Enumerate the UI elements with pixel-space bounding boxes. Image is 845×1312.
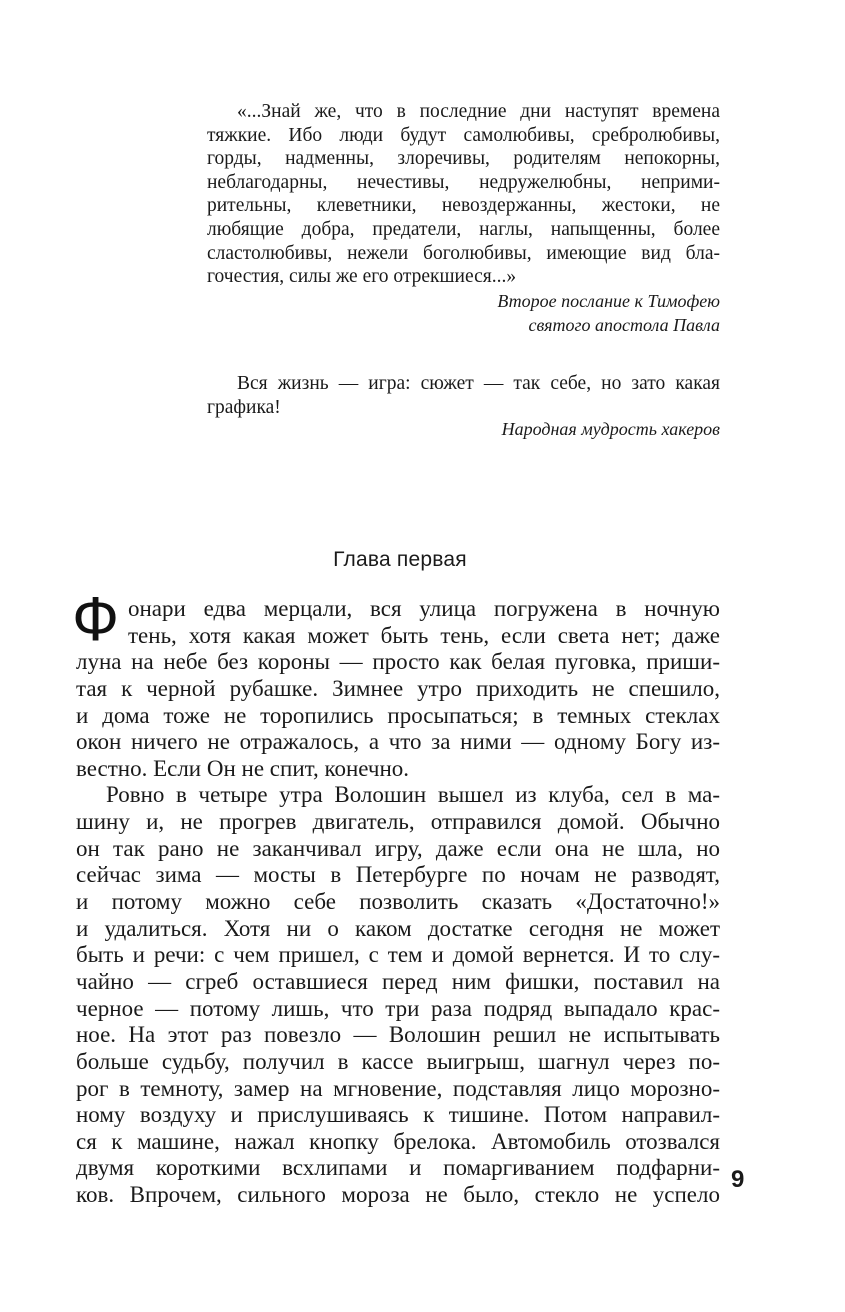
body-line: двумя короткими всхлипами и помаргиванием подфарни- bbox=[76, 1155, 720, 1181]
attribution-line: святого апостола Павла bbox=[528, 315, 720, 335]
body-line: и дома тоже не торопились просыпаться; в темных стеклах bbox=[76, 702, 720, 728]
epigraph-line: сластолюбивы, нежели боголюбивы, имеющие вид бла- bbox=[207, 242, 720, 264]
body-line: Ровно в четыре утра Волошин вышел из клуба, сел в ма- bbox=[106, 782, 720, 808]
epigraph-attribution bbox=[207, 289, 720, 337]
epigraph-attribution bbox=[207, 417, 720, 441]
body-line: окон ничего не отражалось, а что за ними — одному Богу из- bbox=[76, 729, 720, 755]
body-line: быть и речи: с чем пришел, с тем и домой вернется. И то слу- bbox=[76, 942, 720, 968]
body-line: ков. Впрочем, сильного мороза не было, стекло не успело bbox=[76, 1182, 720, 1208]
body-line: луна на небе без короны — просто как белая пуговка, приши- bbox=[76, 649, 720, 675]
attribution-line: Второе послание к Тимофею bbox=[497, 291, 720, 311]
epigraph-line: Вся жизнь — игра: сюжет — так себе, но зато какая bbox=[237, 373, 720, 394]
epigraph-line: «...Знай же, что в последние дни наступят времена bbox=[237, 101, 720, 122]
body-line: больше судьбу, получил в кассе выигрыш, шагнул через по- bbox=[76, 1048, 720, 1074]
drop-cap: Ф bbox=[72, 585, 120, 654]
body-line: чайно — сгреб оставшиеся перед ним фишки, поставил на bbox=[76, 968, 720, 994]
chapter-title: Глава первая bbox=[333, 548, 467, 571]
body-line: и потому можно себе позволить сказать «Достаточно!» bbox=[76, 889, 720, 915]
body-line: шину и, не прогрев двигатель, отправился домой. Обычно bbox=[76, 809, 720, 835]
epigraph-line: гочестия, силы же его отрекшиеся...» bbox=[207, 266, 517, 288]
body-line: тая к черной рубашке. Зимнее утро приходить не спешило, bbox=[76, 675, 720, 701]
body-line: ному воздуху и прислушиваясь к тишине. Потом направил- bbox=[76, 1102, 720, 1128]
epigraph-line: горды, надменны, злоречивы, родителям непокорны, bbox=[207, 148, 720, 170]
epigraph-line: графика! bbox=[207, 396, 281, 418]
page-number: 9 bbox=[731, 1166, 745, 1193]
body-line: онари едва мерцали, вся улица погружена в ночную bbox=[128, 596, 720, 621]
body-line: сейчас зима — мосты в Петербурге по ночам не разводят, bbox=[76, 862, 720, 888]
body-line: вестно. Если Он не спит, конечно. bbox=[76, 755, 410, 781]
body-line: ное. На этот раз повезло — Волошин решил не испытывать bbox=[76, 1022, 720, 1048]
epigraph-line: рительны, клеветники, невоздержанны, жестоки, не bbox=[207, 195, 720, 217]
chapter-body bbox=[76, 596, 720, 1209]
epigraph-line: любящие добра, предатели, наглы, напыщенны, более bbox=[207, 218, 720, 240]
attribution-line: Народная мудрость хакеров bbox=[501, 419, 720, 439]
epigraph-quote bbox=[207, 372, 720, 419]
body-line: и удалиться. Хотя ни о каком достатке сегодня не может bbox=[76, 915, 720, 941]
body-line: он так рано не заканчивал игру, даже если она не шла, но bbox=[76, 835, 720, 861]
body-line: тень, хотя какая может быть тень, если света нет; даже bbox=[128, 622, 720, 648]
body-line: черное — потому лишь, что три раза подряд выпадало крас- bbox=[76, 995, 720, 1021]
body-line: ся к машине, нажал кнопку брелока. Автомобиль отозвался bbox=[76, 1128, 720, 1154]
body-line: рог в темноту, замер на мгновение, подставляя лицо морозно- bbox=[76, 1075, 720, 1101]
epigraph-line: тяжкие. Ибо люди будут самолюбивы, сребролюбивы, bbox=[207, 124, 720, 146]
epigraph-quote bbox=[207, 100, 720, 289]
epigraph-line: неблагодарны, нечестивы, недружелюбны, неприми- bbox=[207, 171, 720, 193]
